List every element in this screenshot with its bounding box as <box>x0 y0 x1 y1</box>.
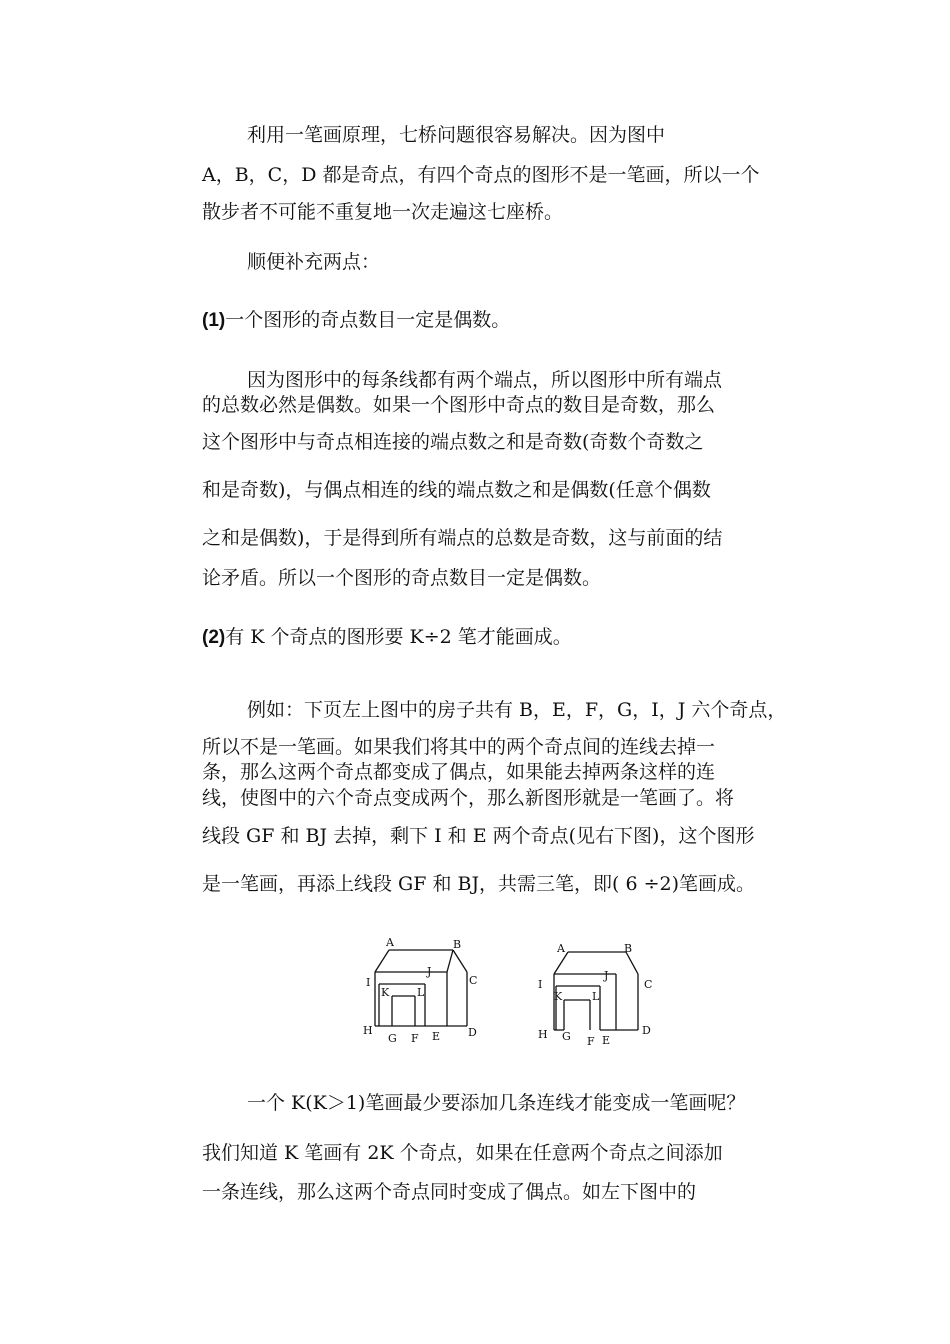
right-label-C: C <box>644 978 653 991</box>
paragraph4-line2: 我们知道 K 笔画有 2K 个奇点，如果在任意两个奇点之间添加 <box>202 1142 723 1164</box>
left-label-F: F <box>411 1032 419 1045</box>
left-label-E: E <box>432 1030 441 1043</box>
right-label-K: K <box>554 990 563 1003</box>
paragraph4-line3: 一条连线，那么这两个奇点同时变成了偶点。如左下图中的 <box>202 1181 697 1203</box>
point1-number: (1) <box>202 310 226 331</box>
left-label-D: D <box>468 1026 477 1039</box>
paragraph2-line2: 的总数必然是偶数。如果一个图形中奇点的数目是奇数，那么 <box>202 394 716 416</box>
paragraph1-line1: 利用一笔画原理，七桥问题很容易解决。因为图中 <box>247 124 666 146</box>
paragraph2-line4: 和是奇数)，与偶点相连的线的端点数之和是偶数(任意个偶数 <box>202 479 711 501</box>
point1-heading <box>202 308 510 333</box>
left-label-B: B <box>453 938 462 951</box>
right-label-A: A <box>557 942 565 955</box>
left-label-H: H <box>363 1024 373 1037</box>
right-label-H: H <box>538 1028 548 1041</box>
left-label-I: I <box>366 976 371 989</box>
house-figure-left <box>355 928 495 1050</box>
right-label-L: L <box>592 990 600 1003</box>
paragraph4-line1: 一个 K(K＞1)笔画最少要添加几条连线才能变成一笔画呢？ <box>247 1092 746 1114</box>
paragraph3-line5: 线段 GF 和 BJ 去掉，剩下 I 和 E 两个奇点(见右下图)，这个图形 <box>202 825 755 847</box>
point1-text: 一个图形的奇点数目一定是偶数。 <box>225 309 511 331</box>
supplement-intro: 顺便补充两点： <box>247 251 381 273</box>
left-label-K: K <box>381 986 390 999</box>
right-label-G: G <box>562 1030 571 1043</box>
left-label-L: L <box>417 986 425 999</box>
right-label-J: J <box>604 969 609 982</box>
right-label-E: E <box>602 1034 611 1047</box>
left-label-A: A <box>386 936 394 949</box>
paragraph1-line3: 散步者不可能不重复地一次走遍这七座桥。 <box>202 201 564 223</box>
paragraph2-line1: 因为图形中的每条线都有两个端点，所以图形中所有端点 <box>247 369 723 391</box>
paragraph3-line4: 线，使图中的六个奇点变成两个，那么新图形就是一笔画了。将 <box>202 787 735 809</box>
point2-number: (2) <box>202 627 226 648</box>
point2-text: 有 K 个奇点的图形要 K÷2 笔才能画成。 <box>225 626 572 648</box>
right-label-F: F <box>587 1035 595 1048</box>
paragraph1-line2: A，B，C，D 都是奇点，有四个奇点的图形不是一笔画，所以一个 <box>202 164 760 186</box>
right-label-I: I <box>538 978 543 991</box>
paragraph3-line1: 例如：下页左上图中的房子共有 B，E，F，G，I，J 六个奇点， <box>247 699 787 721</box>
paragraph2-line3: 这个图形中与奇点相连接的端点数之和是奇数(奇数个奇数之 <box>202 431 704 453</box>
paragraph3-line3: 条，那么这两个奇点都变成了偶点，如果能去掉两条这样的连 <box>202 761 716 783</box>
paragraph3-line2: 所以不是一笔画。如果我们将其中的两个奇点间的连线去掉一 <box>202 736 716 758</box>
right-label-B: B <box>624 942 633 955</box>
right-label-D: D <box>642 1024 651 1037</box>
left-label-J: J <box>427 965 432 978</box>
paragraph2-line5: 之和是偶数)，于是得到所有端点的总数是奇数，这与前面的结 <box>202 527 723 549</box>
house-figure-right <box>530 932 670 1054</box>
left-label-G: G <box>388 1032 397 1045</box>
paragraph3-line6: 是一笔画，再添上线段 GF 和 BJ，共需三笔，即( 6 ÷2)笔画成。 <box>202 873 756 895</box>
paragraph2-line6: 论矛盾。所以一个图形的奇点数目一定是偶数。 <box>202 567 602 589</box>
left-label-C: C <box>469 974 478 987</box>
point2-heading <box>202 625 572 650</box>
